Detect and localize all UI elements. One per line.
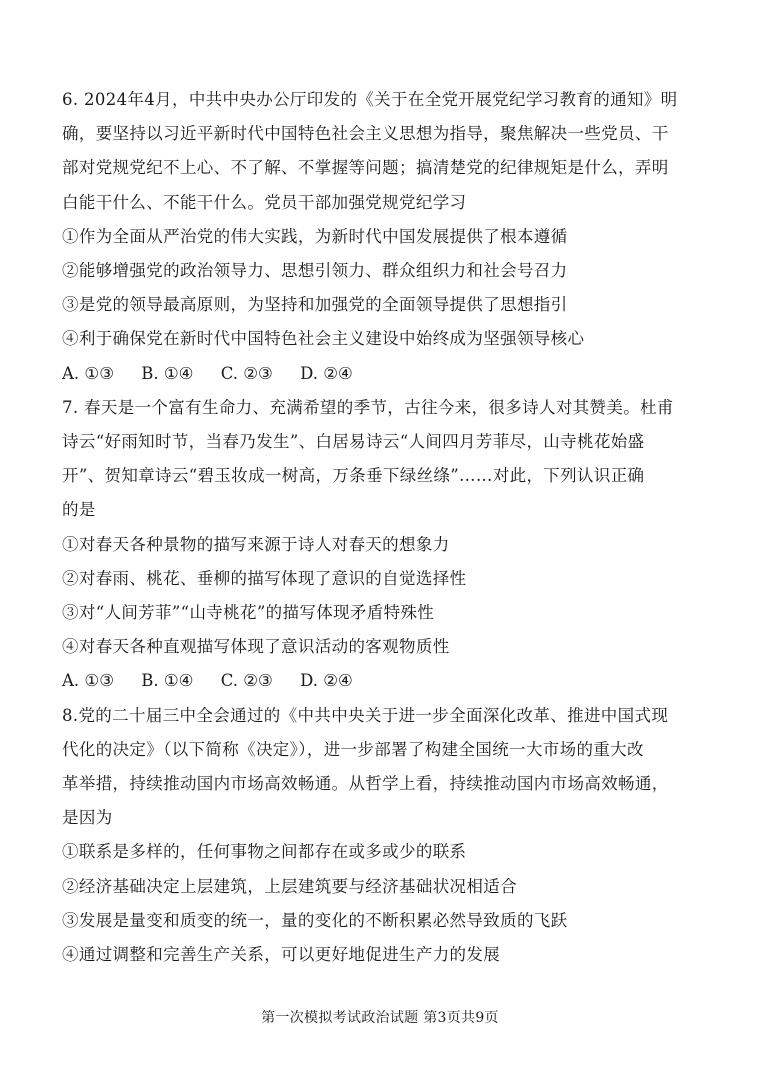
page-footer: 第一次模拟考试政治试题 第3页共9页	[261, 1010, 499, 1026]
question-7-choices	[62, 664, 702, 698]
question-6-stem-line-3: 部对党规党纪不上心、不了解、不掌握等问题；搞清楚党的纪律规矩是什么，弄明	[62, 158, 669, 178]
page-content	[62, 83, 702, 972]
question-6-stem-line-2: 确，要坚持以习近平新时代中国特色社会主义思想为指导，聚焦解决一些党员、干	[62, 124, 669, 144]
question-6-choice-b: B. ①④	[141, 363, 194, 383]
question-8-option-3: ③发展是量变和质变的统一，量的变化的不断积累必然导致质的飞跃	[62, 910, 568, 930]
question-8	[62, 699, 702, 973]
question-7-stem-line-4: 的是	[62, 500, 96, 520]
question-7-choice-a: A. ①③	[62, 671, 114, 691]
question-6-option-1: ①作为全面从严治党的伟大实践，为新时代中国发展提供了根本遵循	[62, 226, 568, 246]
question-7	[62, 391, 702, 699]
question-8-option-4: ④通过调整和完善生产关系，可以更好地促进生产力的发展	[62, 945, 501, 965]
question-6-choice-a: A. ①③	[62, 363, 114, 383]
question-6-choice-d: D. ②④	[300, 363, 353, 383]
question-8-option-1: ①联系是多样的，任何事物之间都存在或多或少的联系	[62, 842, 467, 862]
question-6-choice-c: C. ②③	[220, 363, 273, 383]
question-6-option-2: ②能够增强党的政治领导力、思想引领力、群众组织力和社会号召力	[62, 261, 568, 281]
question-7-option-4: ④对春天各种直观描写体现了意识活动的客观物质性	[62, 637, 450, 657]
question-8-stem-line-4: 是因为	[62, 808, 113, 828]
question-6-option-4: ④利于确保党在新时代中国特色社会主义建设中始终成为坚强领导核心	[62, 329, 585, 349]
question-7-choice-d: D. ②④	[300, 671, 353, 691]
question-8-option-2: ②经济基础决定上层建筑，上层建筑要与经济基础状况相适合	[62, 876, 517, 896]
question-6-option-3: ③是党的领导最高原则，为坚持和加强党的全面领导提供了思想指引	[62, 295, 568, 315]
question-6-stem-line-4: 白能干什么、不能干什么。党员干部加强党规党纪学习	[62, 192, 467, 212]
question-6-stem-line-1: 6. 2024年4月，中共中央办公厅印发的《关于在全党开展党纪学习教育的通知》明	[62, 90, 678, 109]
question-7-choice-b: B. ①④	[141, 671, 194, 691]
question-6-choices	[62, 357, 702, 391]
question-8-stem-line-2: 代化的决定》（以下简称《决定》），进一步部署了构建全国统一大市场的重大改	[62, 739, 644, 759]
question-8-stem-line-3: 革举措，持续推动国内市场高效畅通。从哲学上看，持续推动国内市场高效畅通，	[62, 774, 669, 794]
question-7-option-2: ②对春雨、桃花、垂柳的描写体现了意识的自觉选择性	[62, 568, 467, 588]
question-7-stem-line-2: 诗云“好雨知时节，当春乃发生”、白居易诗云“人间四月芳菲尽，山寺桃花始盛	[62, 432, 645, 452]
question-7-choice-c: C. ②③	[220, 671, 273, 691]
question-8-stem-line-1: 8.党的二十届三中全会通过的《中共中央关于进一步全面深化改革、推进中国式现	[62, 705, 669, 725]
question-6	[62, 83, 702, 391]
question-7-stem-line-3: 开”、贺知章诗云“碧玉妆成一树高，万条垂下绿丝绦”……对此，下列认识正确	[62, 466, 645, 486]
question-7-option-3: ③对“人间芳菲”“山寺桃花”的描写体现矛盾特殊性	[62, 603, 435, 623]
question-7-stem-line-1: 7. 春天是一个富有生命力、充满希望的季节，古往今来，很多诗人对其赞美。杜甫	[62, 397, 674, 417]
question-7-option-1: ①对春天各种景物的描写来源于诗人对春天的想象力	[62, 534, 450, 554]
